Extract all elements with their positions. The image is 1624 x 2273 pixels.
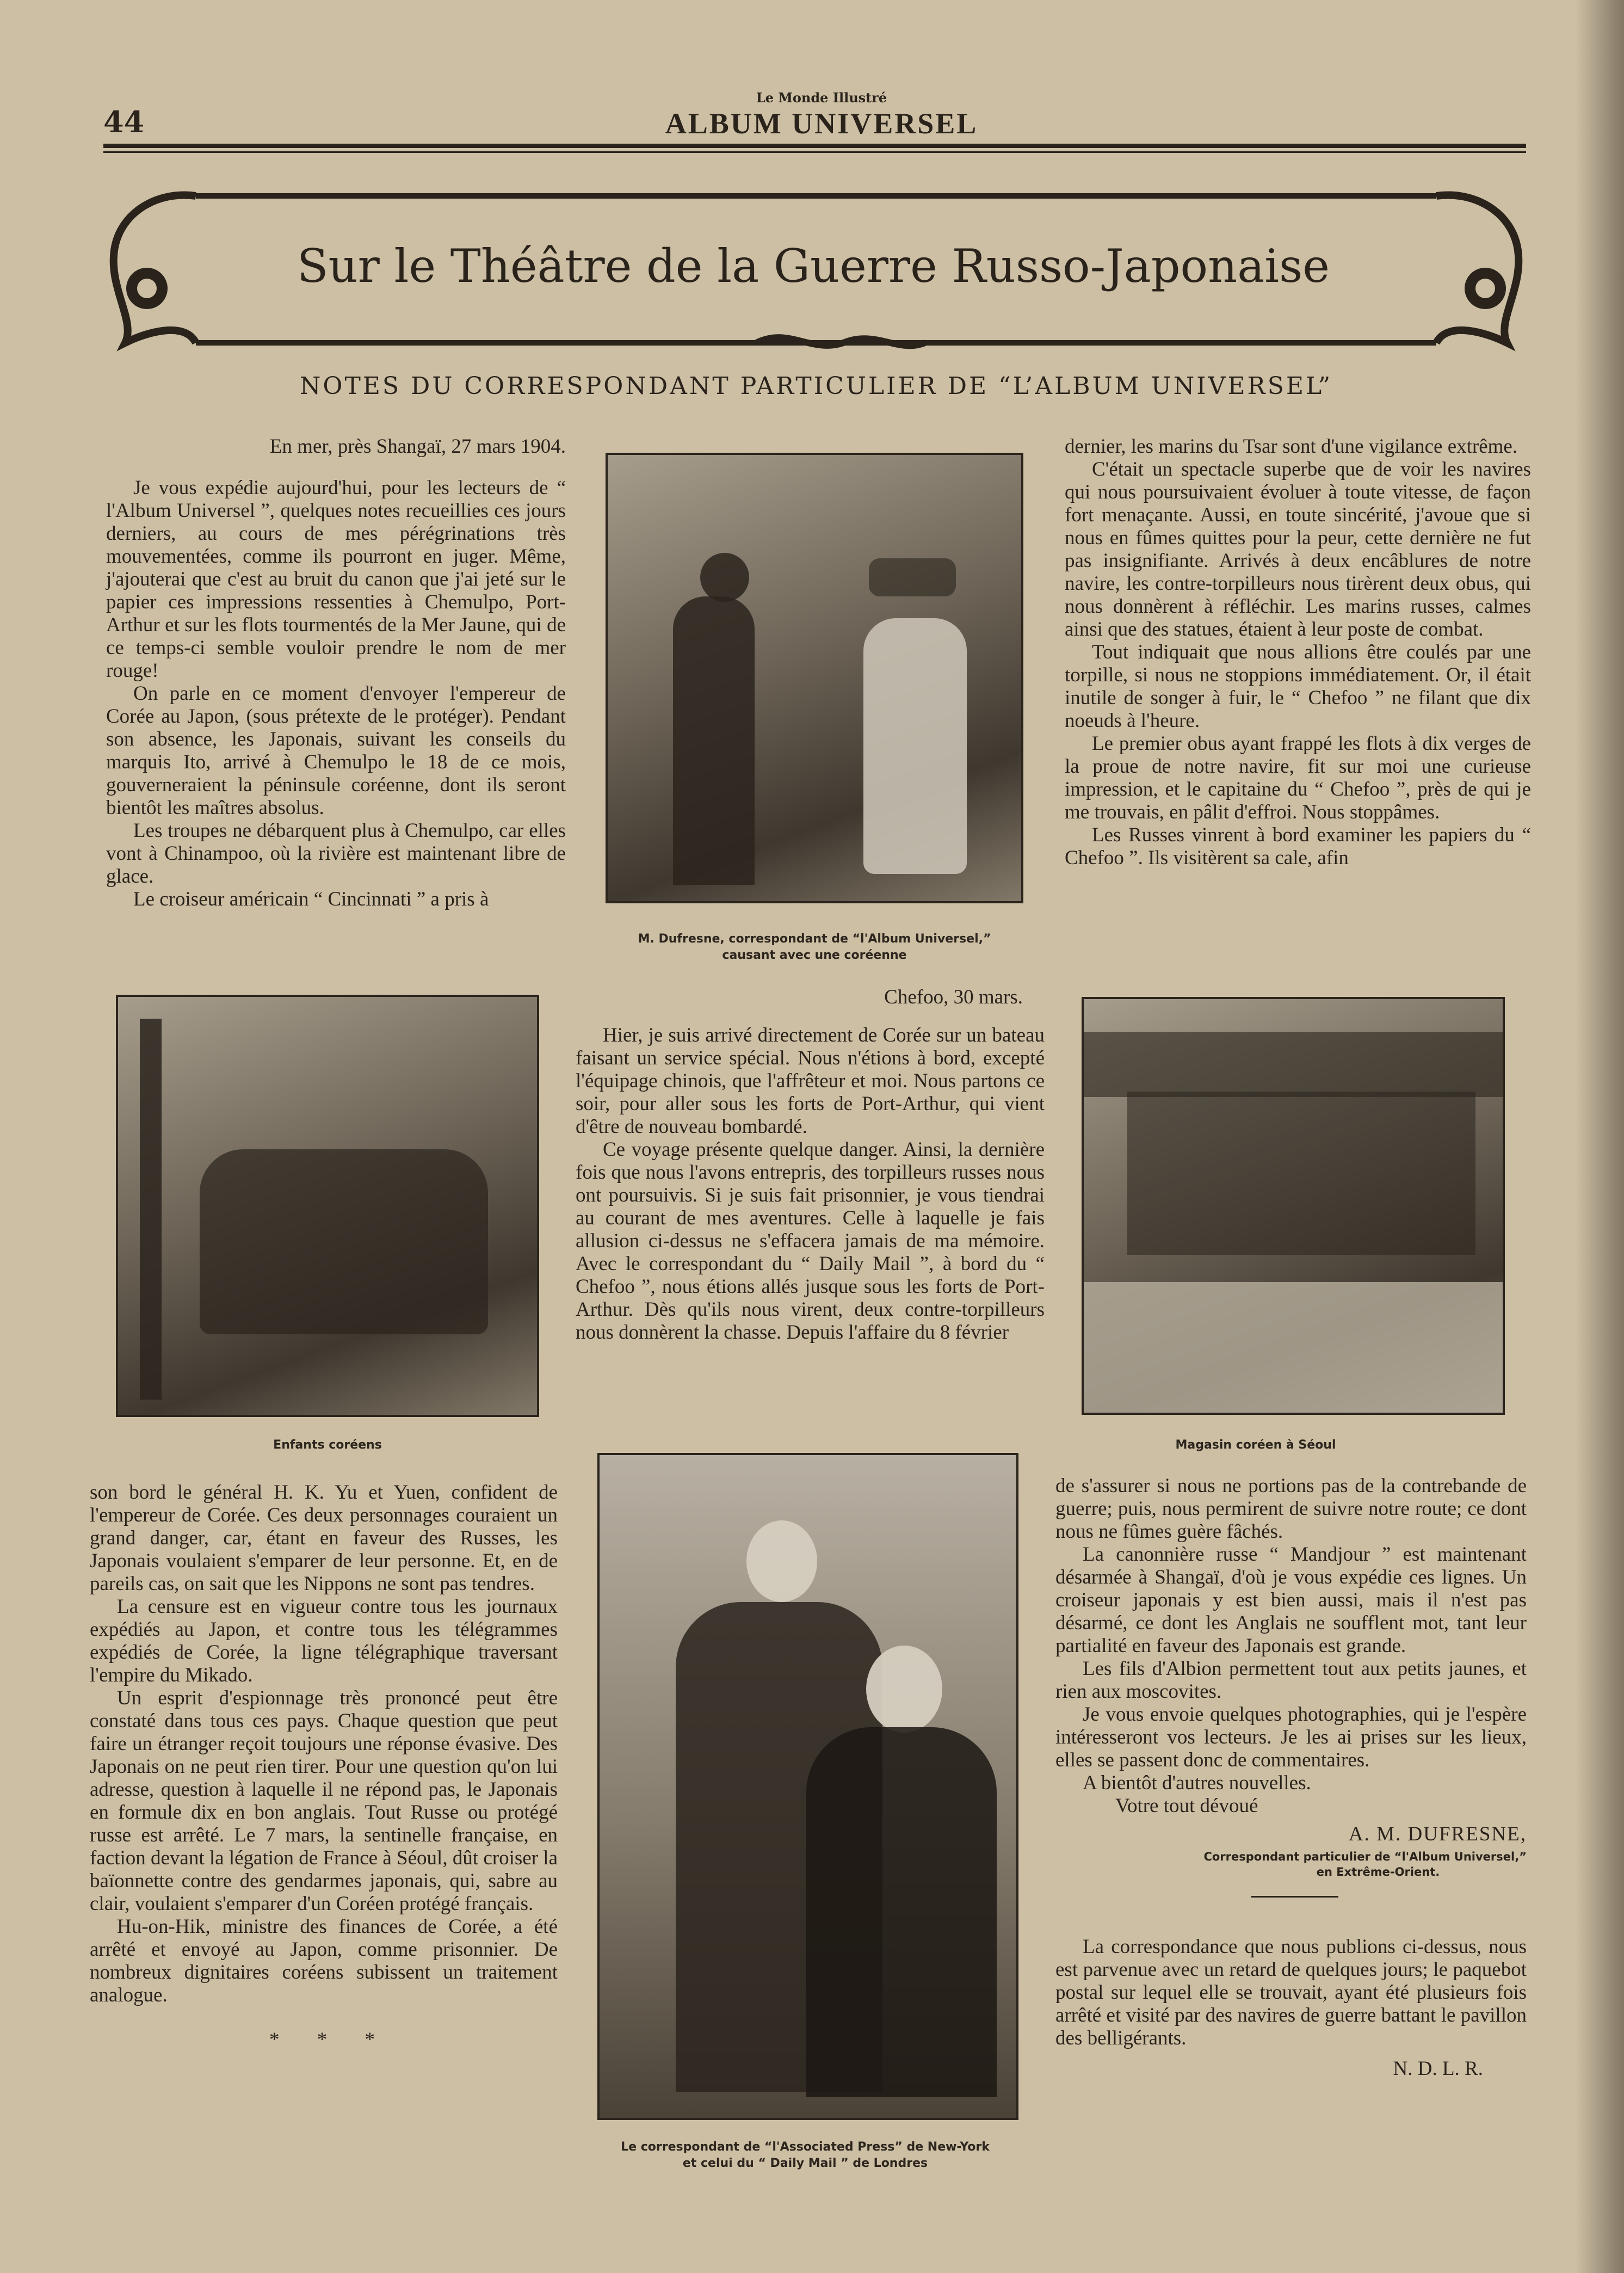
col1-top xyxy=(106,435,566,911)
col2-mid xyxy=(576,986,1045,1344)
paragraph: Les troupes ne débarquent plus à Chemulpo, car elles vont à Chinampoo, où la rivière est maintenant libre de glace. xyxy=(106,820,566,888)
paragraph: Je vous envoie quelques photographies, qui je l'espère intéresseront vos lecteurs. Je les ai prises sur les lieux, elles se passent donc de commentaires. xyxy=(1055,1703,1527,1771)
dateline-chefoo: Chefoo, 30 mars. xyxy=(884,986,1023,1008)
caption-magasin: Magasin coréen à Séoul xyxy=(1175,1438,1336,1452)
paragraph: Hu-on-Hik, ministre des finances de Corée, a été arrêté et envoyé au Japon, comme prisonnier. De nombreux dignitaires coréens subissent un traitement analogue. xyxy=(90,1915,558,2006)
paragraph: de s'assurer si nous ne portions pas de la contrebande de guerre; puis, nous permirent de suivre notre route; ce dont nous ne fûmes guère fâchés. xyxy=(1055,1475,1527,1543)
note-divider xyxy=(1251,1896,1338,1898)
header-supertitle: Le Monde Illustré xyxy=(756,90,887,106)
paragraph: Les fils d'Albion permettent tout aux petits jaunes, et rien aux moscovites. xyxy=(1055,1658,1527,1703)
caption-dufresne-1: M. Dufresne, correspondant de “l'Album Universel,” xyxy=(638,932,991,946)
paragraph: dernier, les marins du Tsar sont d'une vigilance extrême. xyxy=(1065,435,1518,458)
paragraph: C'était un spectacle superbe que de voir les navires qui nous poursuivaient évoluer à toute vitesse, de façon fort menaçante. Aussi, en toute sincérité, j'avoue que si nous en fûmes quittes pour la peur, cette dernière ne fut pas insignifiante. Arrivés à deux encâblures de notre navire, les contre-torpilleurs nous tirèrent deux obus, qui nous donnèrent à réfléchir. Les marins russes, calmes ainsi que des statues, étaient à leur poste de combat. xyxy=(1065,458,1531,640)
photo-enfants-coreens xyxy=(116,995,539,1417)
caption-press-2: et celui du “ Daily Mail ” de Londres xyxy=(682,2157,928,2170)
caption-press-1: Le correspondant de “l'Associated Press” de New-York xyxy=(621,2140,990,2154)
paragraph: On parle en ce moment d'envoyer l'empereur de Corée au Japon, (sous prétexte de le protéger). Pendant son absence, les Japonais, suivant les conseils du marquis Ito, arrivé à Chemulpo le 18 de ce mois, gouverneraient la péninsule coréenne, dont ils seront bientôt les maîtres absolus. xyxy=(106,682,566,819)
caption-dufresne-2: causant avec une coréenne xyxy=(722,948,907,962)
paragraph: Un esprit d'espionnage très prononcé peut être constaté dans tous ces pays. Chaque question que peut faire un étranger reçoit toujours une réponse évasive. Des Japonais on ne peut rien tirer. Pour une question qu'on lui adresse, question à laquelle il ne répond pas, le Japonais en formule dix en bon anglais. Tout Russe ou protégé russe est arrêté. Le 7 mars, la sentinelle française, en faction devant la légation de France à Séoul, dût croiser la baïonnette contre des gendarmes japonais, qui, sabre au clair, voulaient s'emparer d'un Coréen protégé français. xyxy=(90,1687,558,1915)
paragraph: La censure est en vigueur contre tous les journaux expédiés au Japon, et contre tous les télégrammes expédiés de Corée, la ligne télégraphique traversant l'empire du Mikado. xyxy=(90,1596,558,1686)
signature-title-2: en Extrême-Orient. xyxy=(1316,1865,1440,1878)
page-fold-shadow xyxy=(1575,0,1624,2273)
header-rule-thin xyxy=(103,151,1526,153)
paragraph: Hier, je suis arrivé directement de Corée sur un bateau faisant un service spécial. Nous n'étions à bord, excepté l'équipage chinois, que l'affrêteur et moi. Nous partons ce soir, pour aller sous les forts de Port-Arthur, qui vient d'être de nouveau bombardé. xyxy=(576,1024,1045,1138)
paragraph: Tout indiquait que nous allions être coulés par une torpille, si nous ne stoppions immédiatement. Or, il était inutile de songer à fuir, le “ Chefoo ” ne filant que dix noeuds à l'heure. xyxy=(1065,641,1531,732)
caption-enfants: Enfants coréens xyxy=(273,1438,382,1452)
section-stars: * * * xyxy=(269,2029,391,2051)
signature: A. M. DUFRESNE, xyxy=(1348,1823,1527,1845)
col1-bottom xyxy=(90,1481,558,2052)
paragraph: Les Russes vinrent à bord examiner les papiers du “ Chefoo ”. Ils visitèrent sa cale, afin xyxy=(1065,824,1531,869)
header-rule-thick xyxy=(103,144,1526,148)
col3-bottom xyxy=(1055,1475,1527,2080)
paragraph: Je vous expédie aujourd'hui, pour les lecteurs de “ l'Album Universel ”, quelques notes recueillies ces jours derniers, au cours de mes pérégrinations très mouvementées, comme ils pourront en juger. Même, j'ajouterai que c'est au bruit du canon que j'ai jeté sur le papier ces impressions ressenties à Chemulpo, Port-Arthur et sur les flots tourmentés de la Mer Jaune, qui de ce temps-ci semble vouloir prendre le nom de mer rouge! xyxy=(106,477,566,682)
photo-correspondants xyxy=(597,1453,1018,2120)
editorial-note: La correspondance que nous publions ci-dessus, nous est parvenue avec un retard de quelques jours; le paquebot postal sur lequel elle se trouvait, ayant été plusieurs fois arrêté et visité par des navires de guerre battant le pavillon des belligérants. xyxy=(1055,1936,1527,2049)
photo-magasin-coreen xyxy=(1082,997,1505,1415)
paragraph: La canonnière russe “ Mandjour ” est maintenant désarmée à Shangaï, d'où je vous expédie ces lignes. Un croiseur japonais y est bien aussi, mais il n'est pas désarmé, ce dont les Anglais ne soufflent mot, tant leur partialité en faveur des Japonais est grande. xyxy=(1055,1543,1527,1657)
page-number: 44 xyxy=(103,104,145,139)
dateline-shanghai: En mer, près Shangaï, 27 mars 1904. xyxy=(269,435,566,458)
banner-title: Sur le Théâtre de la Guerre Russo-Japonaise xyxy=(297,239,1330,293)
paragraph: son bord le général H. K. Yu et Yuen, confident de l'empereur de Corée. Ces deux personnages couraient un grand danger, car, étant en faveur des Russes, les Japonais voulaient s'emparer de leur personne. Et, en de pareils cas, on sait que les Nippons ne sont pas tendres. xyxy=(90,1481,558,1595)
signature-title-1: Correspondant particulier de “l'Album Universel,” xyxy=(1203,1850,1527,1863)
article-subtitle: NOTES DU CORRESPONDANT PARTICULIER DE “L’ALBUM UNIVERSEL” xyxy=(299,372,1333,400)
paragraph: Le croiseur américain “ Cincinnati ” a pris à xyxy=(133,888,489,910)
paragraph: Le premier obus ayant frappé les flots à dix verges de la proue de notre navire, fit sur moi une curieuse impression, et le capitaine du “ Chefoo ”, près de qui je me trouvais, en pâlit d'effroi. Nous stoppâmes. xyxy=(1065,732,1531,823)
col3-top xyxy=(1065,435,1531,870)
masthead: ALBUM UNIVERSEL xyxy=(665,107,978,140)
paragraph: Ce voyage présente quelque danger. Ainsi, la dernière fois que nous l'avons entrepris, des torpilleurs russes nous ont poursuivis. Si je suis fait prisonnier, je vous tiendrai au courant de mes aventures. Celle à laquelle je fais allusion ci-dessus ne s'effacera jamais de ma mémoire. Avec le correspondant du “ Daily Mail ”, à bord du “ Chefoo ”, nous étions allés jusque sous les forts de Port-Arthur. Dès qu'ils nous virent, deux contre-torpilleurs nous donnèrent la chasse. Depuis l'affaire du 8 février xyxy=(576,1138,1045,1344)
paragraph: A bientôt d'autres nouvelles. xyxy=(1083,1772,1311,1794)
editorial-note-sign: N. D. L. R. xyxy=(1393,2058,1483,2080)
closing: Votre tout dévoué xyxy=(1115,1795,1258,1817)
photo-dufresne-coreenne xyxy=(606,453,1023,903)
